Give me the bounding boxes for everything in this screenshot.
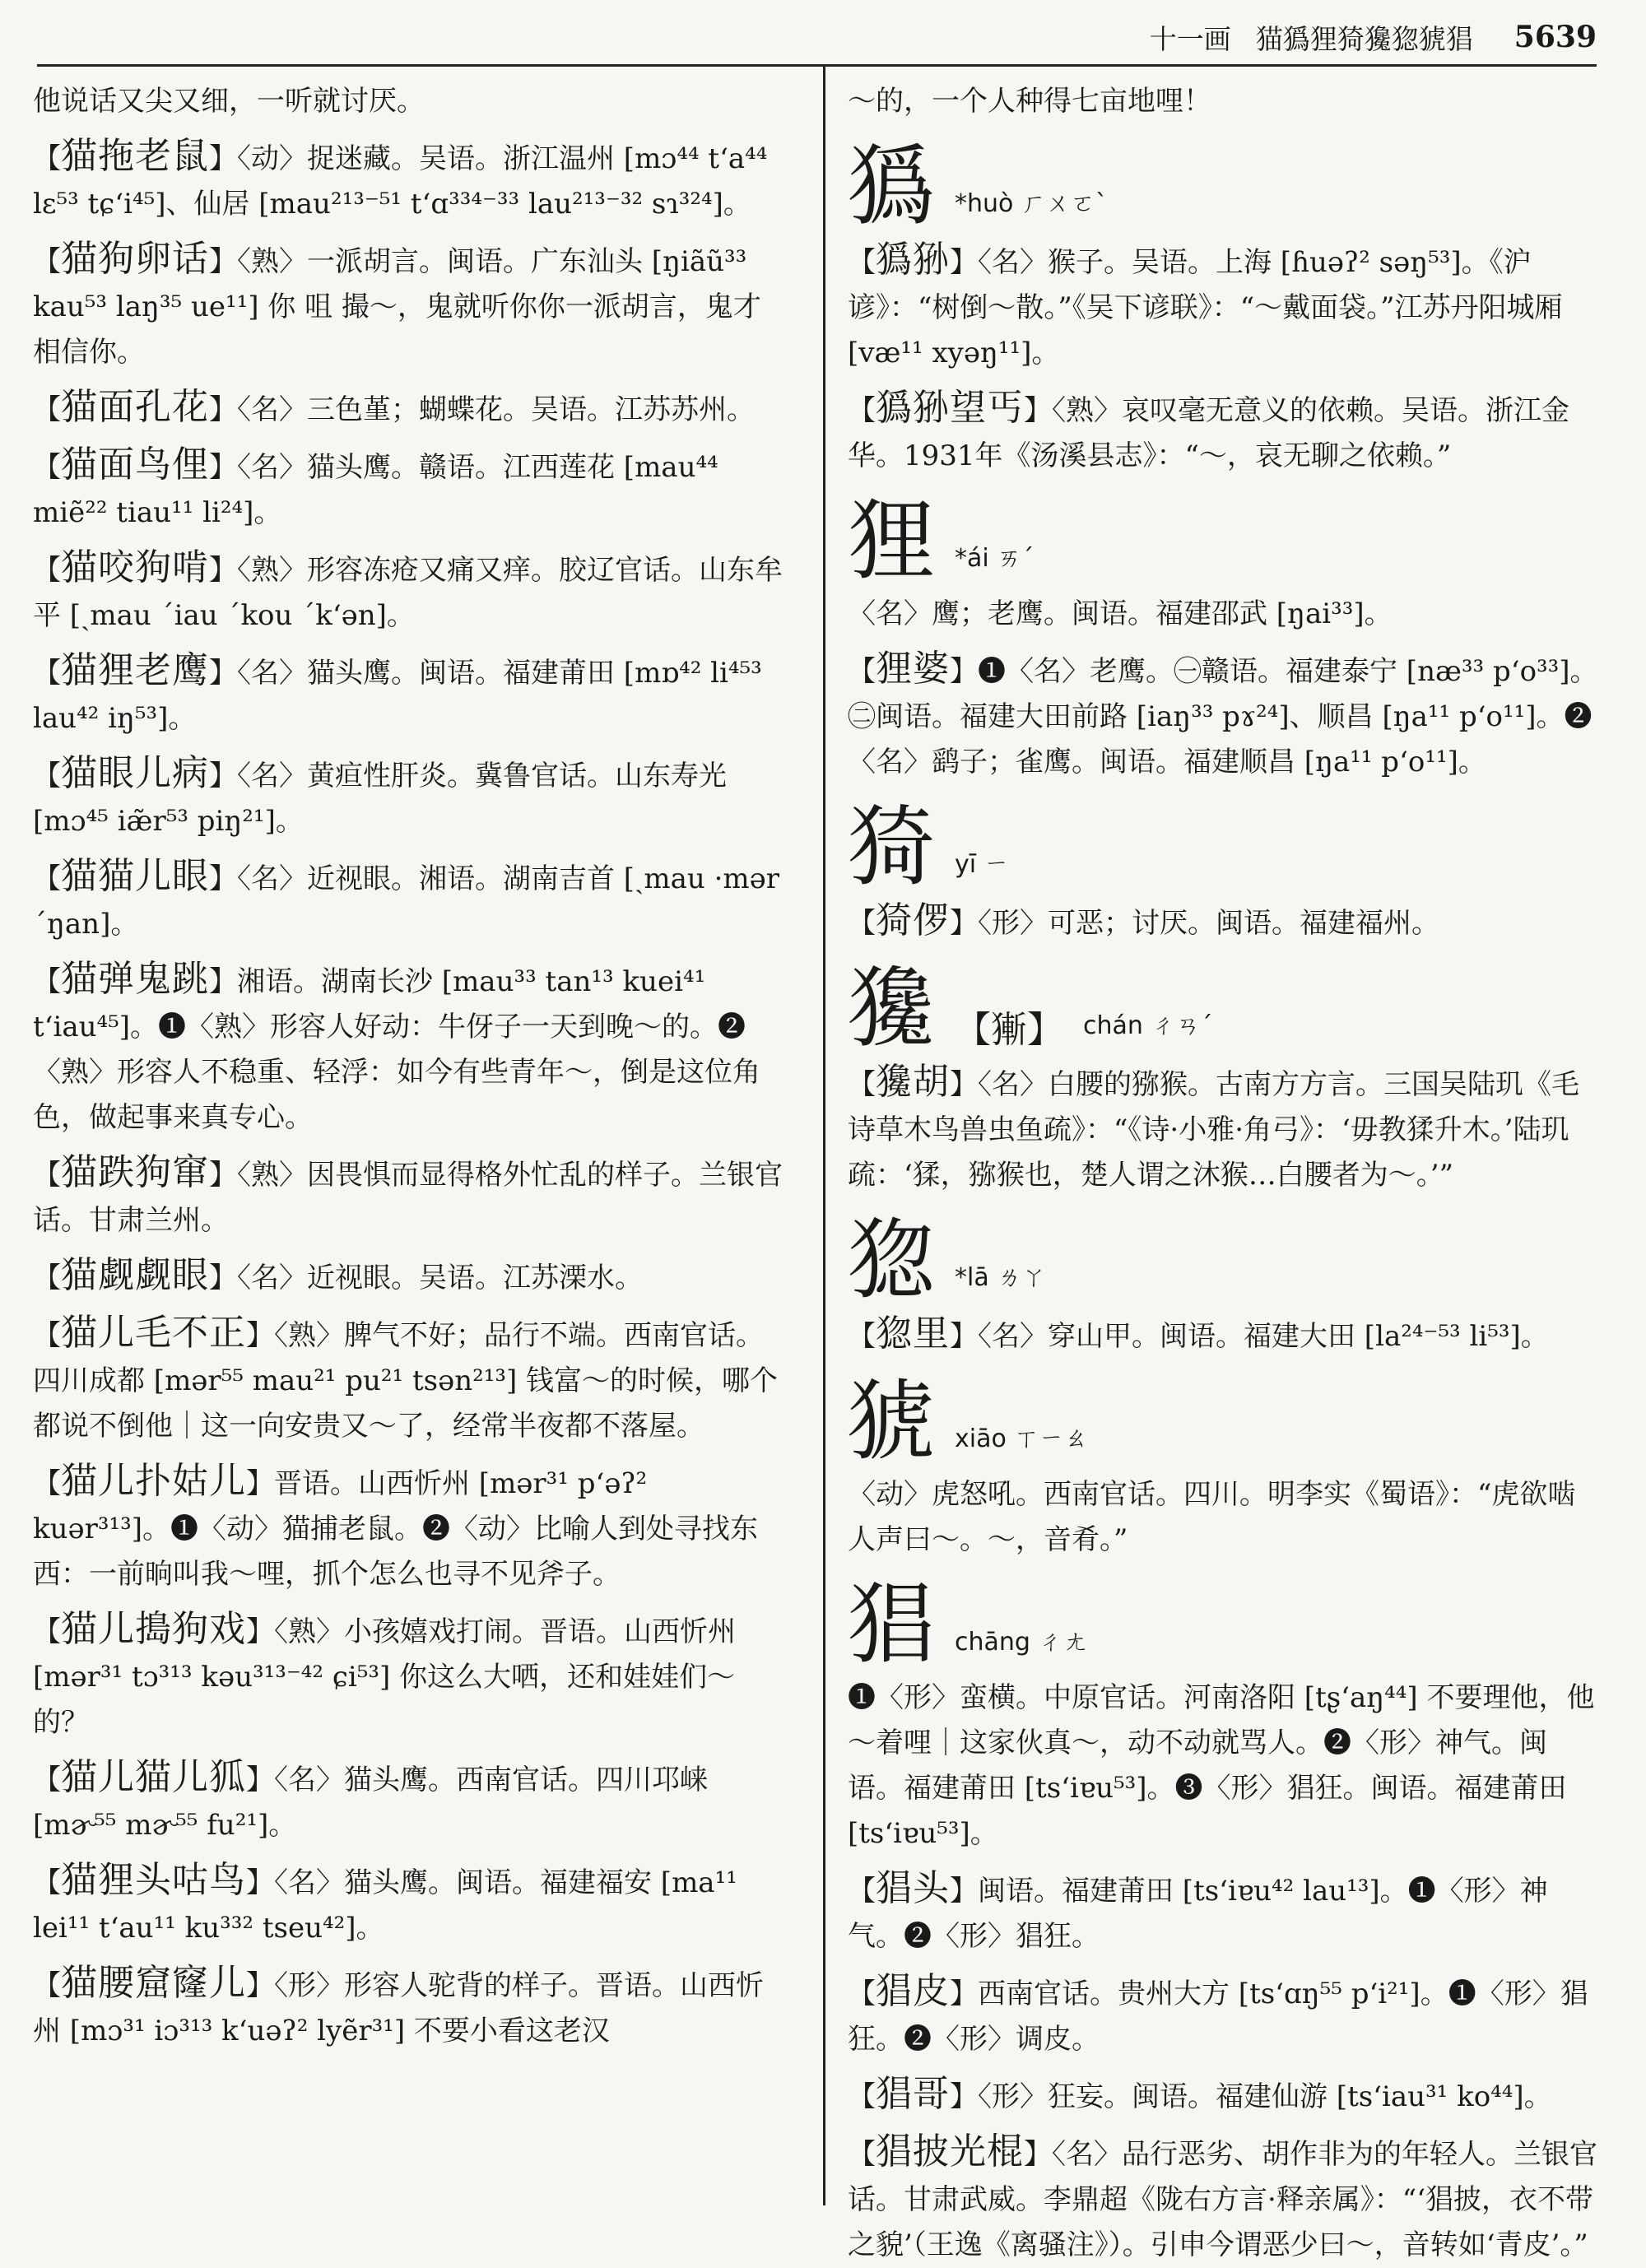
headword: 猫觑觑眼 (61, 1254, 209, 1296)
headword: 猫腰窟窿儿 (61, 1962, 246, 2004)
headword: 猫儿扑姑儿 (61, 1460, 246, 1502)
dictionary-entry: 【猫儿搗狗戏】〈熟〉小孩嬉戏打闹。晋语。山西忻州 [mər³¹ tɔ³¹³ kəu³¹³⁻⁴² ɕi⁵³] 你这么大哂，还和娃娃们～的？ (33, 1608, 736, 1739)
headword: 猫儿毛不正 (61, 1312, 246, 1354)
dictionary-entry: 【猫眼儿病】〈名〉黄疸性肝炎。冀鲁官话。山东寿光 [mɔ⁴⁵ iæ̃r⁵³ piŋ²¹]。 (33, 752, 727, 838)
column-divider (823, 66, 825, 2205)
variant-character: 【獑】 (955, 1009, 1063, 1051)
headword: 猫眼儿病 (61, 752, 209, 794)
definition: 〈名〉猫头鹰。闽语。福建莆田 [mɒ⁴² li⁴⁵³ lau⁴² iŋ⁵³]。 (33, 657, 762, 735)
head-character-block (848, 1572, 1601, 1675)
dictionary-entry: 【猫狗卵话】〈熟〉一派胡言。闽语。广东汕头 [ŋiãũ³³ kau⁵³ laŋ³⁵ ue¹¹] 你 咀 撮～，鬼就听你你一派胡言，鬼才相信你。 (33, 238, 761, 369)
character-definition: 〈名〉鹰；老鹰。闽语。福建邵武 [ŋai³³]。 (848, 597, 1393, 630)
pronunciation: *ái ㄞˊ (955, 544, 1035, 573)
pronunciation: chán ㄔㄢˊ (1083, 1011, 1213, 1040)
pronunciation: xiāo ㄒㄧㄠ (955, 1424, 1089, 1453)
definition: ❶〈名〉老鹰。㊀赣语。福建泰宁 [næ³³ p‘o³³]。㊁闽语。福建大田前路 [iaŋ³³ pɤ²⁴]、顺昌 [ŋa¹¹ p‘o¹¹]。❷〈名〉鹞子；雀鹰。闽语。福建顺昌 [ŋa¹¹ p‘o¹¹]。 (848, 655, 1598, 778)
definition: 〈名〉猫头鹰。西南官话。四川邛崃 [mɚ⁵⁵ mɚ⁵⁵ fu²¹]。 (33, 1764, 708, 1842)
head-character: 㺀 (848, 1210, 935, 1311)
definition: 〈形〉形容人驼背的样子。晋语。山西忻州 [mɔ³¹ iɔ³¹³ k‘uəʔ² lyẽr³¹] 不要小看这老汉 (33, 1969, 764, 2047)
headword: 猫狸头咕鸟 (61, 1859, 246, 1901)
headword: 猖哥 (876, 2073, 950, 2115)
section-label: 十一画 (1149, 22, 1231, 55)
definition: 〈名〉猴子。吴语。上海 [ɦuəʔ² səŋ⁵³]。《沪谚》：“树倒～散。”《吴下谚联》：“～戴面袋。”江苏丹阳城厢 [væ¹¹ xyəŋ¹¹]。 (848, 246, 1563, 369)
definition: 晋语。山西忻州 [mər³¹ p‘əʔ² kuər³¹³]。❶〈动〉猫捕老鼠。❷〈动〉比喻人到处寻找东西：一前晌叫我～哩，抓个怎么也寻不见斧子。 (33, 1467, 759, 1591)
dictionary-entry: 【㺔狲望丐】〈熟〉哀叹毫无意义的依赖。吴语。浙江金华。1931年《汤溪县志》：“～，哀无聊之依赖。” (848, 387, 1569, 472)
headword: 猫面孔花 (61, 386, 209, 428)
headword: 猫面鸟俚 (61, 444, 209, 486)
headword: 猖头 (876, 1867, 950, 1909)
dictionary-entry: 【猖披光棍】〈名〉品行恶劣、胡作非为的年轻人。兰银官话。甘肃武威。李鼎超《陇右方言·释亲属》：“‘猖披，衣不带之貌’（王逸《离骚注》）。引申今谓恶少曰～，音转如‘青皮’。” (848, 2131, 1597, 2261)
dictionary-entry: 【猫腰窟窿儿】〈形〉形容人驼背的样子。晋语。山西忻州 [mɔ³¹ iɔ³¹³ k‘uəʔ² lyẽr³¹] 不要小看这老汉 (33, 1962, 764, 2047)
headword: 狸婆 (876, 648, 950, 690)
definition: 〈名〉白腰的猕猴。古南方方言。三国吴陆玑《毛诗草木鸟兽虫鱼疏》：“《诗·小雅·角弓》：‘毋教猱升木。’陆玑疏：‘猱，猕猴也，楚人谓之沐猴…白腰者为～。’” (848, 1068, 1579, 1192)
definition: 〈动〉捉迷藏。吴语。浙江温州 [mɔ⁴⁴ t‘a⁴⁴ lɛ⁵³ tɕ‘i⁴⁵]、仙居 [mau²¹³⁻⁵¹ t‘ɑ³³⁴⁻³³ lau²¹³⁻³² sɿ³²⁴]。 (33, 142, 768, 221)
pronunciation: yī ㄧ (955, 850, 1009, 879)
head-character: 㺔 (848, 136, 935, 237)
page-header (988, 16, 1597, 58)
headword: 㺔狲 (876, 239, 950, 281)
definition: 湘语。湖南长沙 [mau³³ tan¹³ kuei⁴¹ t‘iau⁴⁵]。❶〈熟〉形容人好动：牛伢子一天到晚～的。❷〈熟〉形容人不稳重、轻浮：如今有些青年～，倒是这位角色，做起事来真专心。 (33, 965, 760, 1134)
headword: 㺔狲望丐 (876, 387, 1024, 429)
dictionary-entry: 【猫儿猫儿狐】〈名〉猫头鹰。西南官话。四川邛崃 [mɚ⁵⁵ mɚ⁵⁵ fu²¹]。 (33, 1756, 708, 1842)
dictionary-entry: 【㺔狲】〈名〉猴子。吴语。上海 [ɦuəʔ² səŋ⁵³]。《沪谚》：“树倒～散。”《吴下谚联》：“～戴面袋。”江苏丹阳城厢 [væ¹¹ xyəŋ¹¹]。 (848, 239, 1563, 369)
dictionary-entry: 【猫咬狗啃】〈熟〉形容冻疮又痛又痒。胶辽官话。山东牟平 [ˏmau ˊiau ˊkou ˊk‘ən]。 (33, 546, 783, 632)
definition: 〈形〉可恶；讨厌。闽语。福建福州。 (978, 907, 1439, 940)
definition: 闽语。福建莆田 [ts‘iɐu⁴² lau¹³]。❶〈形〉神气。❷〈形〉猖狂。 (848, 1875, 1548, 1953)
definition: 〈熟〉形容冻疮又痛又痒。胶辽官话。山东牟平 [ˏmau ˊiau ˊkou ˊk‘ən]。 (33, 554, 783, 632)
head-character-block (848, 488, 1601, 592)
headword: 猫弹鬼跳 (61, 958, 209, 1000)
character-definition: 〈动〉虎怒吼。西南官话。四川。明李实《蜀语》：“虎欲啮人声曰～。～，音肴。” (848, 1478, 1576, 1556)
dictionary-entry: 【猫觑觑眼】〈名〉近视眼。吴语。江苏溧水。 (33, 1254, 643, 1296)
head-character-block (848, 955, 1601, 1059)
definition: 〈名〉近视眼。吴语。江苏溧水。 (237, 1262, 643, 1294)
definition: 〈熟〉脾气不好；品行不端。西南官话。四川成都 [mər⁵⁵ mau²¹ pu²¹ tsən²¹³] 钱富～的时候，哪个都说不倒他｜这一向安贵又～了，经常半夜都不落屋。 (33, 1319, 779, 1443)
headword: 猫拖老鼠 (61, 135, 209, 177)
head-character: 㺥 (848, 958, 935, 1059)
head-character: 猖 (848, 1574, 935, 1675)
head-character-block (848, 133, 1601, 237)
definition: 〈形〉狂妄。闽语。福建仙游 [ts‘iau³¹ ko⁴⁴]。 (978, 2080, 1552, 2113)
dictionary-entry: 【猖头】闽语。福建莆田 [ts‘iɐu⁴² lau¹³]。❶〈形〉神气。❷〈形〉猖狂。 (848, 1867, 1548, 1953)
definition: 〈名〉猫头鹰。赣语。江西莲花 [mau⁴⁴ miẽ²² tiau¹¹ li²⁴]。 (33, 451, 718, 529)
definition: 〈名〉近视眼。湘语。湖南吉首 [ˏmau ·mər ˊŋan]。 (33, 862, 780, 941)
dictionary-entry: 【猫狸老鹰】〈名〉猫头鹰。闽语。福建莆田 [mɒ⁴² li⁴⁵³ lau⁴² iŋ⁵³]。 (33, 649, 762, 735)
dictionary-entry: 【猖哥】〈形〉狂妄。闽语。福建仙游 [ts‘iau³¹ ko⁴⁴]。 (848, 2073, 1552, 2115)
continuation-text: 他说话又尖又细，一听就讨厌。 (33, 85, 425, 118)
dictionary-entry: 【猫面鸟俚】〈名〉猫头鹰。赣语。江西莲花 [mau⁴⁴ miẽ²² tiau¹¹ li²⁴]。 (33, 444, 718, 529)
continuation-text: ～的，一个人种得七亩地哩！ (848, 85, 1211, 118)
headword: 㺥胡 (876, 1061, 950, 1103)
pronunciation: *lā ㄌㄚ (955, 1263, 1047, 1292)
dictionary-entry: 【猫儿毛不正】〈熟〉脾气不好；品行不端。西南官话。四川成都 [mər⁵⁵ mau²¹ pu²¹ tsən²¹³] 钱富～的时候，哪个都说不倒他｜这一向安贵又～了，经常半夜都不落屋。 (33, 1312, 779, 1443)
headword: 猫咬狗啃 (61, 546, 209, 588)
dictionary-entry: 【猫跌狗窜】〈熟〉因畏惧而显得格外忙乱的样子。兰银官话。甘肃兰州。 (33, 1151, 783, 1237)
headword: 猫狗卵话 (61, 238, 209, 280)
header-chars: 猫㺔狸猗㺥㺀猇猖 (1255, 22, 1473, 55)
dictionary-entry: 【㺀里】〈名〉穿山甲。闽语。福建大田 [la²⁴⁻⁵³ li⁵³]。 (848, 1313, 1549, 1355)
definition: 〈名〉三色堇；蝴蝶花。吴语。江苏苏州。 (237, 393, 755, 426)
header-rule (37, 64, 1597, 67)
definition: 〈名〉猫头鹰。闽语。福建福安 [ma¹¹ lei¹¹ t‘au¹¹ ku³³² tseu⁴²]。 (33, 1866, 737, 1945)
definition: 〈熟〉小孩嬉戏打闹。晋语。山西忻州 [mər³¹ tɔ³¹³ kəu³¹³⁻⁴² ɕi⁵³] 你这么大哂，还和娃娃们～的？ (33, 1615, 736, 1739)
definition: 〈熟〉哀叹毫无意义的依赖。吴语。浙江金华。1931年《汤溪县志》：“～，哀无聊之依赖。” (848, 394, 1569, 472)
pronunciation: chāng ㄔㄤ (955, 1628, 1088, 1657)
page-number: 5639 (1513, 20, 1597, 54)
dictionary-entry: 【猫面孔花】〈名〉三色堇；蝴蝶花。吴语。江苏苏州。 (33, 386, 755, 428)
head-character: 猗 (848, 797, 935, 898)
character-definition: ❶〈形〉蛮横。中原官话。河南洛阳 [tʂ‘aŋ⁴⁴] 不要理他，他～着哩｜这家伙真～，动不动就骂人。❷〈形〉神气。闽语。福建莆田 [ts‘iɐu⁵³]。❸〈形〉猖狂。闽语。福建莆田 [ts‘iɐu⁵³]。 (848, 1681, 1595, 1850)
definition: 〈名〉黄疸性肝炎。冀鲁官话。山东寿光 [mɔ⁴⁵ iæ̃r⁵³ piŋ²¹]。 (33, 760, 727, 838)
definition: 〈熟〉一派胡言。闽语。广东汕头 [ŋiãũ³³ kau⁵³ laŋ³⁵ ue¹¹] 你 咀 撮～，鬼就听你你一派胡言，鬼才相信你。 (33, 245, 761, 369)
head-character: 狸 (848, 490, 935, 592)
definition: 〈名〉穿山甲。闽语。福建大田 [la²⁴⁻⁵³ li⁵³]。 (978, 1320, 1549, 1353)
head-character: 猇 (848, 1371, 935, 1472)
headword: 猫儿搗狗戏 (61, 1608, 246, 1650)
dictionary-entry: 【猖皮】西南官话。贵州大方 [ts‘ɑŋ⁵⁵ p‘i²¹]。❶〈形〉猖狂。❷〈形〉调皮。 (848, 1970, 1588, 2056)
head-character-block (848, 1369, 1601, 1472)
dictionary-entry: 【猫弹鬼跳】湘语。湖南长沙 [mau³³ tan¹³ kuei⁴¹ t‘iau⁴⁵]。❶〈熟〉形容人好动：牛伢子一天到晚～的。❷〈熟〉形容人不稳重、轻浮：如今有些青年～，倒是这位角色，做起事来真专心。 (33, 958, 760, 1134)
headword: 猗㑩 (876, 899, 950, 941)
head-character-block (848, 794, 1601, 898)
dictionary-entry: 【狸婆】❶〈名〉老鹰。㊀赣语。福建泰宁 [næ³³ p‘o³³]。㊁闽语。福建大田前路 [iaŋ³³ pɤ²⁴]、顺昌 [ŋa¹¹ p‘o¹¹]。❷〈名〉鹞子；雀鹰。闽语。福建顺昌 [ŋa¹¹ p‘o¹¹]。 (848, 648, 1598, 778)
definition: 〈名〉品行恶劣、胡作非为的年轻人。兰银官话。甘肃武威。李鼎超《陇右方言·释亲属》：“‘猖披，衣不带之貌’（王逸《离骚注》）。引申今谓恶少曰～，音转如‘青皮’。” (848, 2138, 1597, 2261)
dictionary-entry: 【猫狸头咕鸟】〈名〉猫头鹰。闽语。福建福安 [ma¹¹ lei¹¹ t‘au¹¹ ku³³² tseu⁴²]。 (33, 1859, 737, 1945)
definition: 〈熟〉因畏惧而显得格外忙乱的样子。兰银官话。甘肃兰州。 (33, 1159, 783, 1237)
head-character-block (848, 1207, 1601, 1311)
headword: 猫跌狗窜 (61, 1151, 209, 1193)
dictionary-entry: 【猫猫儿眼】〈名〉近视眼。湘语。湖南吉首 [ˏmau ·mər ˊŋan]。 (33, 855, 780, 941)
definition: 西南官话。贵州大方 [ts‘ɑŋ⁵⁵ p‘i²¹]。❶〈形〉猖狂。❷〈形〉调皮。 (848, 1978, 1588, 2056)
right-column (848, 76, 1601, 2261)
dictionary-entry: 【猫拖老鼠】〈动〉捉迷藏。吴语。浙江温州 [mɔ⁴⁴ t‘a⁴⁴ lɛ⁵³ tɕ‘i⁴⁵]、仙居 [mau²¹³⁻⁵¹ t‘ɑ³³⁴⁻³³ lau²¹³⁻³² sɿ³²⁴]。 (33, 135, 768, 221)
dictionary-entry: 【猫儿扑姑儿】晋语。山西忻州 [mər³¹ p‘əʔ² kuər³¹³]。❶〈动〉猫捕老鼠。❷〈动〉比喻人到处寻找东西：一前晌叫我～哩，抓个怎么也寻不见斧子。 (33, 1460, 759, 1591)
left-column (33, 76, 786, 2199)
pronunciation: *huò ㄏㄨㄛˋ (955, 189, 1108, 218)
headword: 猫猫儿眼 (61, 855, 209, 897)
headword: 猫狸老鹰 (61, 649, 209, 691)
headword: 猖披光棍 (876, 2131, 1024, 2173)
headword: 㺀里 (876, 1313, 950, 1355)
dictionary-entry: 【㺥胡】〈名〉白腰的猕猴。古南方方言。三国吴陆玑《毛诗草木鸟兽虫鱼疏》：“《诗·小雅·角弓》：‘毋教猱升木。’陆玑疏：‘猱，猕猴也，楚人谓之沐猴…白腰者为～。’” (848, 1061, 1579, 1192)
headword: 猫儿猫儿狐 (61, 1756, 246, 1798)
headword: 猖皮 (876, 1970, 950, 2012)
dictionary-entry: 【猗㑩】〈形〉可恶；讨厌。闽语。福建福州。 (848, 899, 1439, 941)
